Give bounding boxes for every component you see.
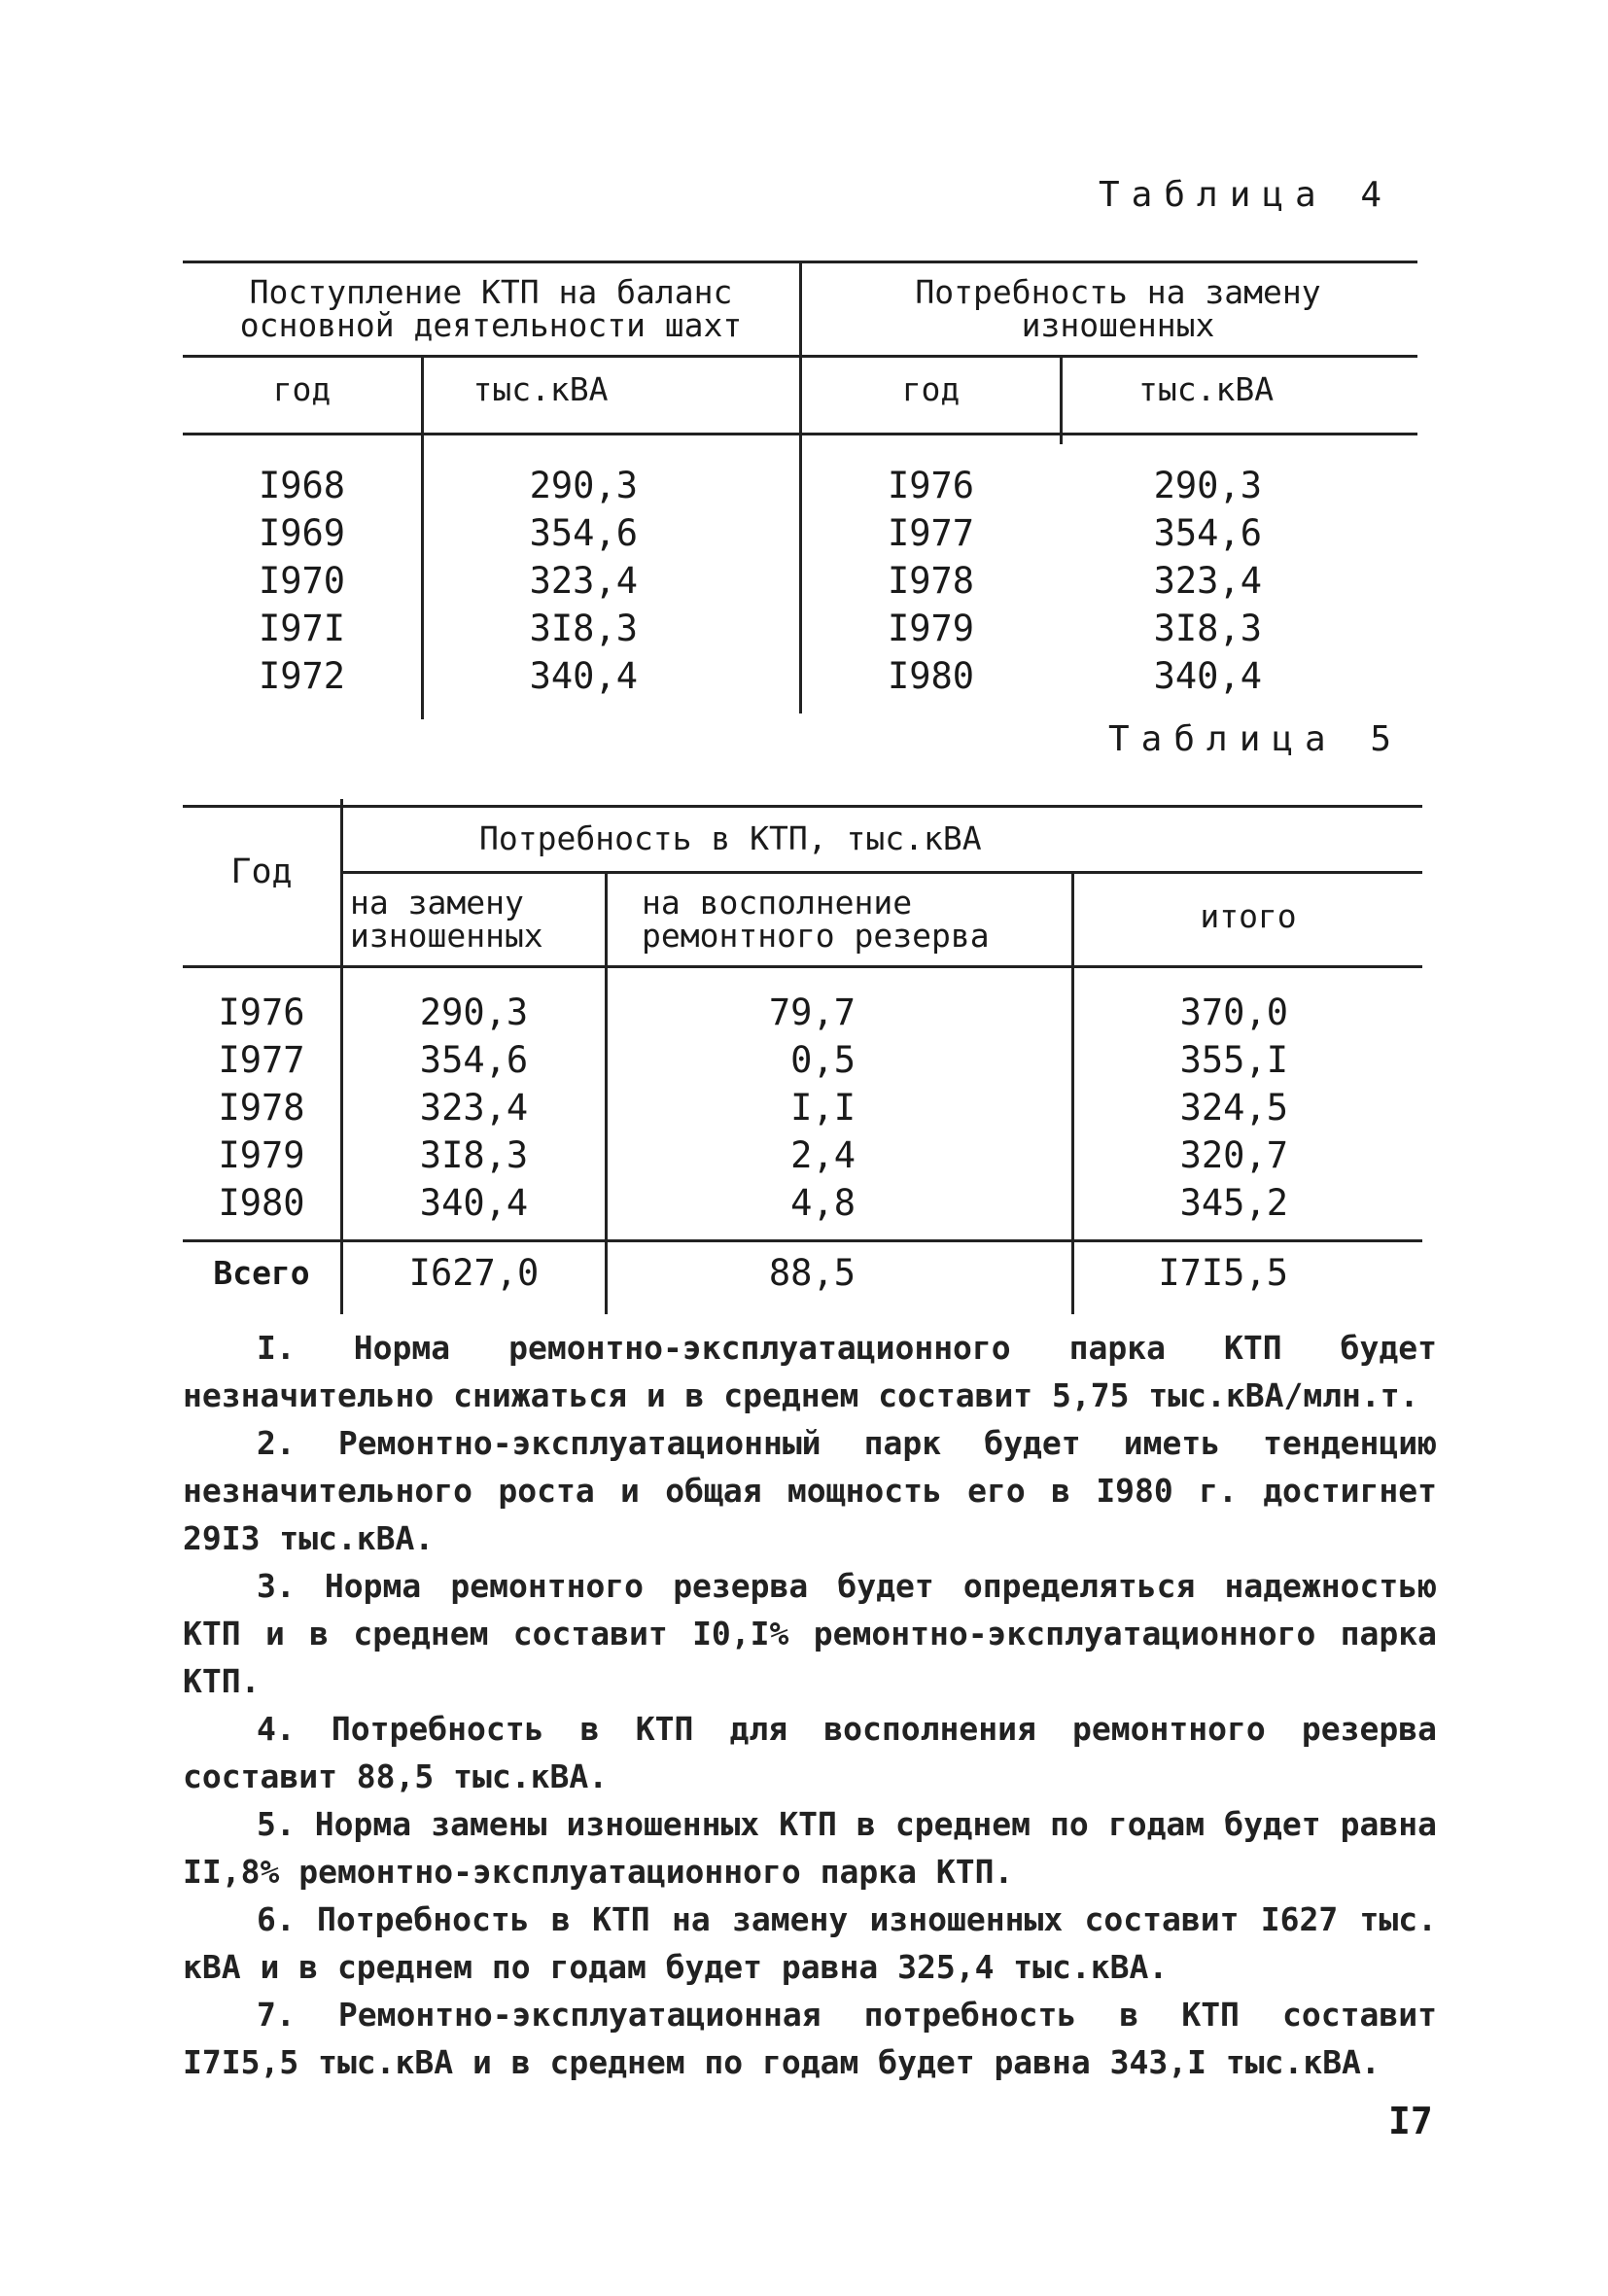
table-cell: 290,3 xyxy=(1153,465,1262,506)
table4-right-years xyxy=(802,462,1060,700)
table-cell: 340,4 xyxy=(529,655,638,697)
table5-sum-label xyxy=(183,1249,340,1297)
table-cell: I980 xyxy=(887,655,975,697)
table4-left-values xyxy=(424,462,638,700)
table5-sum-total xyxy=(1074,1249,1288,1297)
table4-right-unit-header: тыс.кВА xyxy=(1138,370,1275,408)
table-cell: 340,4 xyxy=(419,1182,529,1224)
paragraph: 3. Норма ремонтного резерва будет определяться надежностью КТП и в среднем составит I0,I% ремонтно-эксплуатационного парка КТП. xyxy=(183,1567,1437,1700)
table4-left-year-header: год xyxy=(272,370,332,408)
table-cell: 0,5 xyxy=(790,1039,856,1081)
table-cell: I977 xyxy=(887,512,975,554)
table5-reserve-header: на восполнение ремонтного резерва xyxy=(642,884,990,955)
table-cell: 4,8 xyxy=(790,1182,856,1224)
table5-year-header: Год xyxy=(230,852,293,891)
table5-sum-reserve xyxy=(608,1249,856,1297)
table-cell: I976 xyxy=(887,465,975,506)
table4-caption: Таблица 4 xyxy=(1099,175,1394,215)
table-cell: I979 xyxy=(887,608,975,649)
table-cell: 323,4 xyxy=(419,1087,529,1129)
table-cell: 324,5 xyxy=(1179,1087,1288,1129)
table-cell: 290,3 xyxy=(419,991,529,1033)
table-cell: 354,6 xyxy=(419,1039,529,1081)
table-cell: 3I8,3 xyxy=(1153,608,1262,649)
table5-total-values xyxy=(1074,989,1288,1227)
paragraph: 4. Потребность в КТП для восполнения ремонтного резерва составит 88,5 тыс.кВА. xyxy=(183,1710,1437,1795)
paragraph: 2. Ремонтно-эксплуатационный парк будет иметь тенденцию незначительного роста и общая мощность его в I980 г. достигнет 29I3 тыс.кВА. xyxy=(183,1424,1437,1557)
paragraph: I. Норма ремонтно-эксплуатационного парка КТП будет незначительно снижаться и в среднем составит 5,75 тыс.кВА/млн.т. xyxy=(183,1329,1437,1414)
table-cell: I,I xyxy=(790,1087,856,1129)
table5-header-rule xyxy=(183,965,1422,968)
table-cell: 354,6 xyxy=(529,512,638,554)
table-cell: I627,0 xyxy=(408,1252,540,1294)
table-cell: 88,5 xyxy=(768,1252,856,1294)
table5-replace-header: на замену изношенных xyxy=(350,884,543,955)
table-cell: 2,4 xyxy=(790,1134,856,1176)
table4-left-group-header: Поступление КТП на баланс основной деятельности шахт xyxy=(239,273,743,344)
table-cell: I968 xyxy=(258,465,346,506)
table-cell: 345,2 xyxy=(1179,1182,1288,1224)
table-cell: 3I8,3 xyxy=(419,1134,529,1176)
table5-group-rule xyxy=(343,871,1422,874)
table5-sum-replace xyxy=(343,1249,605,1297)
table-cell: I978 xyxy=(887,560,975,602)
table4-left-unit-header: тыс.кВА xyxy=(472,370,609,408)
table-cell: I977 xyxy=(218,1039,305,1081)
table-cell: I979 xyxy=(218,1134,305,1176)
table4-right-year-header: год xyxy=(901,370,961,408)
table5-reserve-values xyxy=(608,989,856,1227)
table-cell: 320,7 xyxy=(1179,1134,1288,1176)
table4-right-values xyxy=(1063,462,1262,700)
table-cell: Всего xyxy=(213,1254,310,1292)
table-cell: 354,6 xyxy=(1153,512,1262,554)
table-cell: 290,3 xyxy=(529,465,638,506)
table-cell: I972 xyxy=(258,655,346,697)
table-cell: I980 xyxy=(218,1182,305,1224)
table5-total-header: итого xyxy=(1200,897,1297,935)
table-cell: 323,4 xyxy=(1153,560,1262,602)
table5-top-rule xyxy=(183,805,1422,808)
table-cell: I7I5,5 xyxy=(1158,1252,1288,1294)
table5-replace-values xyxy=(343,989,605,1227)
paragraph: 5. Норма замены изношенных КТП в среднем по годам будет равна II,8% ремонтно-эксплуатационного парка КТП. xyxy=(183,1805,1437,1891)
table-cell: I978 xyxy=(218,1087,305,1129)
table-cell: 340,4 xyxy=(1153,655,1262,697)
body-text xyxy=(183,1324,1437,2086)
table-cell: I97I xyxy=(258,608,346,649)
table5-total-rule xyxy=(183,1239,1422,1242)
table4-right-group-header: Потребность на замену изношенных xyxy=(915,273,1321,344)
table4-left-years xyxy=(183,462,421,700)
table-cell: 3I8,3 xyxy=(529,608,638,649)
table-cell: I970 xyxy=(258,560,346,602)
table-cell: I976 xyxy=(218,991,305,1033)
table5-years xyxy=(183,989,340,1227)
table-cell: 79,7 xyxy=(768,991,856,1033)
table5-caption: Таблица 5 xyxy=(1108,719,1404,759)
paragraph: 6. Потребность в КТП на замену изношенных составит I627 тыс. кВА и в среднем по годам будет равна 325,4 тыс.кВА. xyxy=(183,1900,1437,1986)
table5-group-header: Потребность в КТП, тыс.кВА xyxy=(479,819,982,857)
table-cell: 370,0 xyxy=(1179,991,1288,1033)
table-cell: 323,4 xyxy=(529,560,638,602)
table-cell: 355,I xyxy=(1179,1039,1288,1081)
table-cell: I969 xyxy=(258,512,346,554)
page-number: I7 xyxy=(1388,2100,1433,2142)
paragraph: 7. Ремонтно-эксплуатационная потребность в КТП составит I7I5,5 тыс.кВА и в среднем по годам будет равна 343,I тыс.кВА. xyxy=(183,1996,1437,2081)
